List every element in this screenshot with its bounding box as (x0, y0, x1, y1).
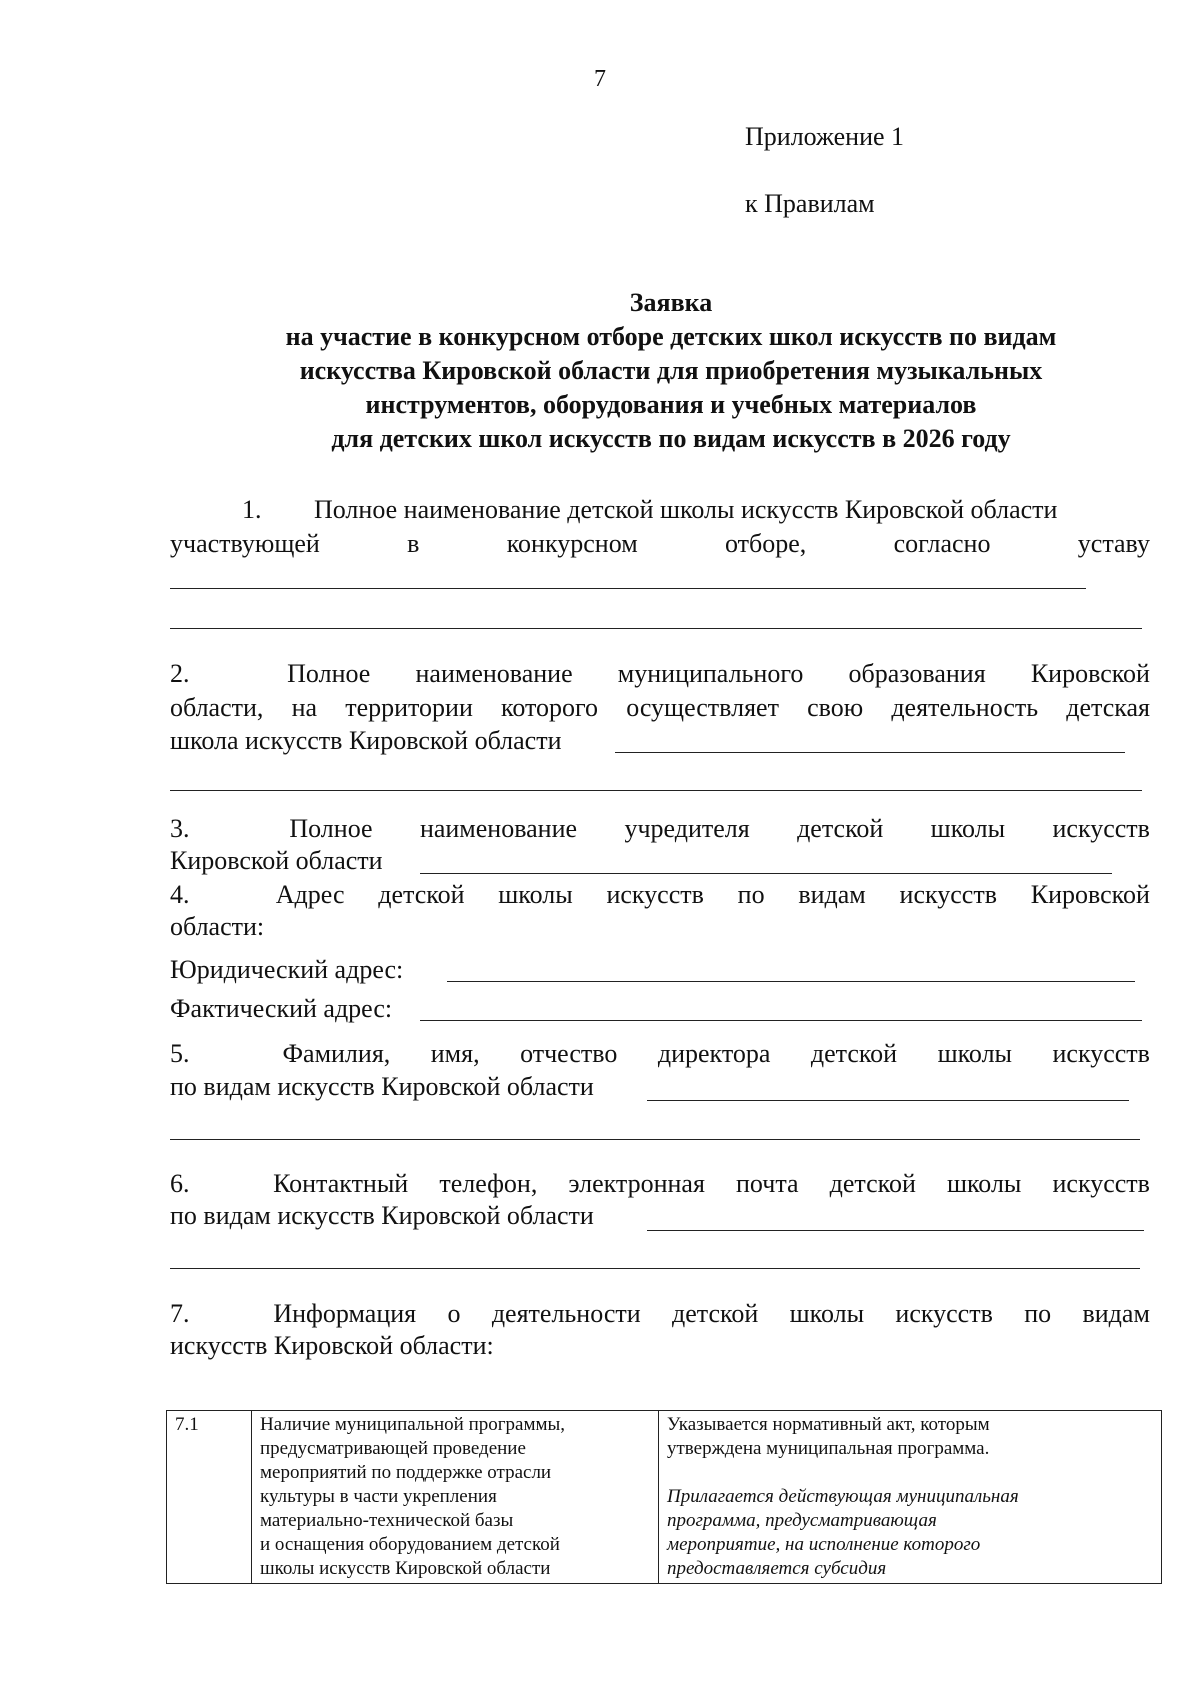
item-6-line-1 (170, 1168, 1150, 1200)
word: Кировской (1030, 880, 1150, 909)
word: искусств (1052, 814, 1150, 843)
cell-line: программа, предусматривающая (667, 1510, 937, 1531)
blank-line-municipality-2[interactable] (170, 790, 1142, 791)
word: свою (807, 693, 864, 722)
word: конкурсном (506, 529, 638, 558)
item-2-line-3: школа искусств Кировской области (170, 726, 562, 755)
blank-line-school-name[interactable] (170, 588, 1086, 589)
word: деятельности (491, 1299, 641, 1328)
legal-address-field[interactable] (447, 981, 1135, 982)
word: в (407, 529, 420, 558)
page-number: 7 (594, 66, 606, 92)
cell-line: мероприятие, на исполнение которого (667, 1534, 981, 1555)
cell-line: предоставляется субсидия (667, 1558, 887, 1579)
item-number: 2. (170, 659, 190, 688)
word: Адрес (275, 880, 345, 909)
word: искусств (1052, 1169, 1150, 1198)
item-4-line-1 (170, 879, 1150, 911)
cell-line: культуры в части укрепления (260, 1486, 497, 1507)
cell-line: материально-технической базы (260, 1510, 514, 1531)
item-3-line-1 (170, 813, 1150, 845)
activity-info-table (166, 1410, 1162, 1584)
word: школы (946, 1169, 1022, 1198)
word: осуществляет (626, 693, 779, 722)
cell-line: предусматривающей проведение (260, 1438, 526, 1459)
item-7-line-2: искусств Кировской области: (170, 1331, 494, 1360)
cell-spacer (667, 1461, 1153, 1485)
word: Фамилия, (282, 1039, 391, 1068)
word: Полное (289, 814, 373, 843)
word: телефон, (439, 1169, 538, 1198)
item-2-line-1 (170, 658, 1150, 690)
word: искусств (899, 880, 997, 909)
word: искусств (1052, 1039, 1150, 1068)
word: Информация (273, 1299, 417, 1328)
word: видам (1082, 1299, 1150, 1328)
word: детской (378, 880, 465, 909)
document-title (170, 286, 1172, 456)
blank-line-municipality[interactable] (615, 752, 1125, 753)
word: директора (657, 1039, 771, 1068)
actual-address-field[interactable] (420, 1020, 1142, 1021)
blank-line-school-name-2[interactable] (170, 628, 1142, 629)
word: Контактный (273, 1169, 409, 1198)
word: области, (170, 693, 264, 722)
item-number: 7. (170, 1299, 190, 1328)
word: школы (789, 1299, 865, 1328)
word: Кировской (1030, 659, 1150, 688)
table-row (167, 1411, 1162, 1584)
word: имя, (430, 1039, 480, 1068)
word: участвующей (170, 529, 320, 558)
word: искусств (606, 880, 704, 909)
item-6-line-2: по видам искусств Кировской области (170, 1201, 594, 1230)
word: школы (930, 814, 1006, 843)
word: отборе, (724, 529, 807, 558)
item-1-line-1 (170, 494, 1150, 526)
word: детской (810, 1039, 898, 1068)
word: о (447, 1299, 461, 1328)
title-line: на участие в конкурсном отборе детских школ искусств по видам (285, 322, 1057, 351)
word: электронная (568, 1169, 705, 1198)
word: по (1024, 1299, 1052, 1328)
blank-line-director-2[interactable] (170, 1139, 1140, 1140)
item-text: Полное наименование детской школы искусств Кировской области (314, 495, 1058, 524)
cell-line: школы искусств Кировской области (260, 1558, 551, 1579)
item-number: 1. (242, 495, 262, 524)
blank-line-founder[interactable] (420, 873, 1112, 874)
word: деятельность (891, 693, 1039, 722)
blank-line-director[interactable] (647, 1100, 1129, 1101)
item-4-line-2: области: (170, 912, 265, 941)
word: согласно (893, 529, 991, 558)
word: территории (345, 693, 473, 722)
blank-line-contacts[interactable] (647, 1230, 1144, 1231)
title-line: для детских школ искусств по видам искусств в 2026 году (331, 424, 1011, 453)
actual-address-label: Фактический адрес: (170, 994, 393, 1023)
word: наименование (419, 814, 578, 843)
word: детская (1066, 693, 1150, 722)
row-requirement (659, 1411, 1162, 1584)
item-number: 4. (170, 880, 190, 909)
word: детской (797, 814, 884, 843)
word: которого (501, 693, 599, 722)
item-5-line-1 (170, 1038, 1150, 1070)
cell-line: и оснащения оборудованием детской (260, 1534, 560, 1555)
word: учредителя (624, 814, 750, 843)
cell-line: Прилагается действующая муниципальная (667, 1486, 1019, 1507)
word: видам (798, 880, 866, 909)
legal-address-label: Юридический адрес: (170, 955, 404, 984)
item-number: 3. (170, 814, 190, 843)
title-line: искусства Кировской области для приобретения музыкальных (299, 356, 1043, 385)
cell-line: Наличие муниципальной программы, (260, 1414, 566, 1435)
word: муниципального (617, 659, 804, 688)
word: почта (736, 1169, 799, 1198)
word: уставу (1077, 529, 1150, 558)
item-number: 5. (170, 1039, 190, 1068)
item-3-line-2: Кировской области (170, 846, 383, 875)
title-line: инструментов, оборудования и учебных материалов (365, 390, 977, 419)
word: Полное (287, 659, 371, 688)
blank-line-contacts-2[interactable] (170, 1268, 1140, 1269)
word: на (291, 693, 318, 722)
item-5-line-2: по видам искусств Кировской области (170, 1072, 594, 1101)
word: искусств (895, 1299, 993, 1328)
word: детской (672, 1299, 759, 1328)
word: по (737, 880, 765, 909)
item-number: 6. (170, 1169, 190, 1198)
word: отчество (520, 1039, 618, 1068)
title-line: Заявка (629, 288, 713, 317)
word: образования (848, 659, 986, 688)
row-number: 7.1 (167, 1411, 252, 1584)
item-2-line-2 (170, 692, 1150, 724)
row-criterion (252, 1411, 659, 1584)
item-1-line-2 (170, 528, 1150, 560)
word: школы (498, 880, 573, 909)
word: детской (829, 1169, 916, 1198)
cell-line: утверждена муниципальная программа. (667, 1438, 990, 1459)
word: школы (937, 1039, 1013, 1068)
appendix-reference: к Правилам (745, 189, 875, 218)
appendix-number: Приложение 1 (745, 122, 905, 151)
word: наименование (415, 659, 573, 688)
cell-line: мероприятий по поддержке отрасли (260, 1462, 552, 1483)
cell-line: Указывается нормативный акт, которым (667, 1414, 990, 1435)
item-7-line-1 (170, 1298, 1150, 1330)
